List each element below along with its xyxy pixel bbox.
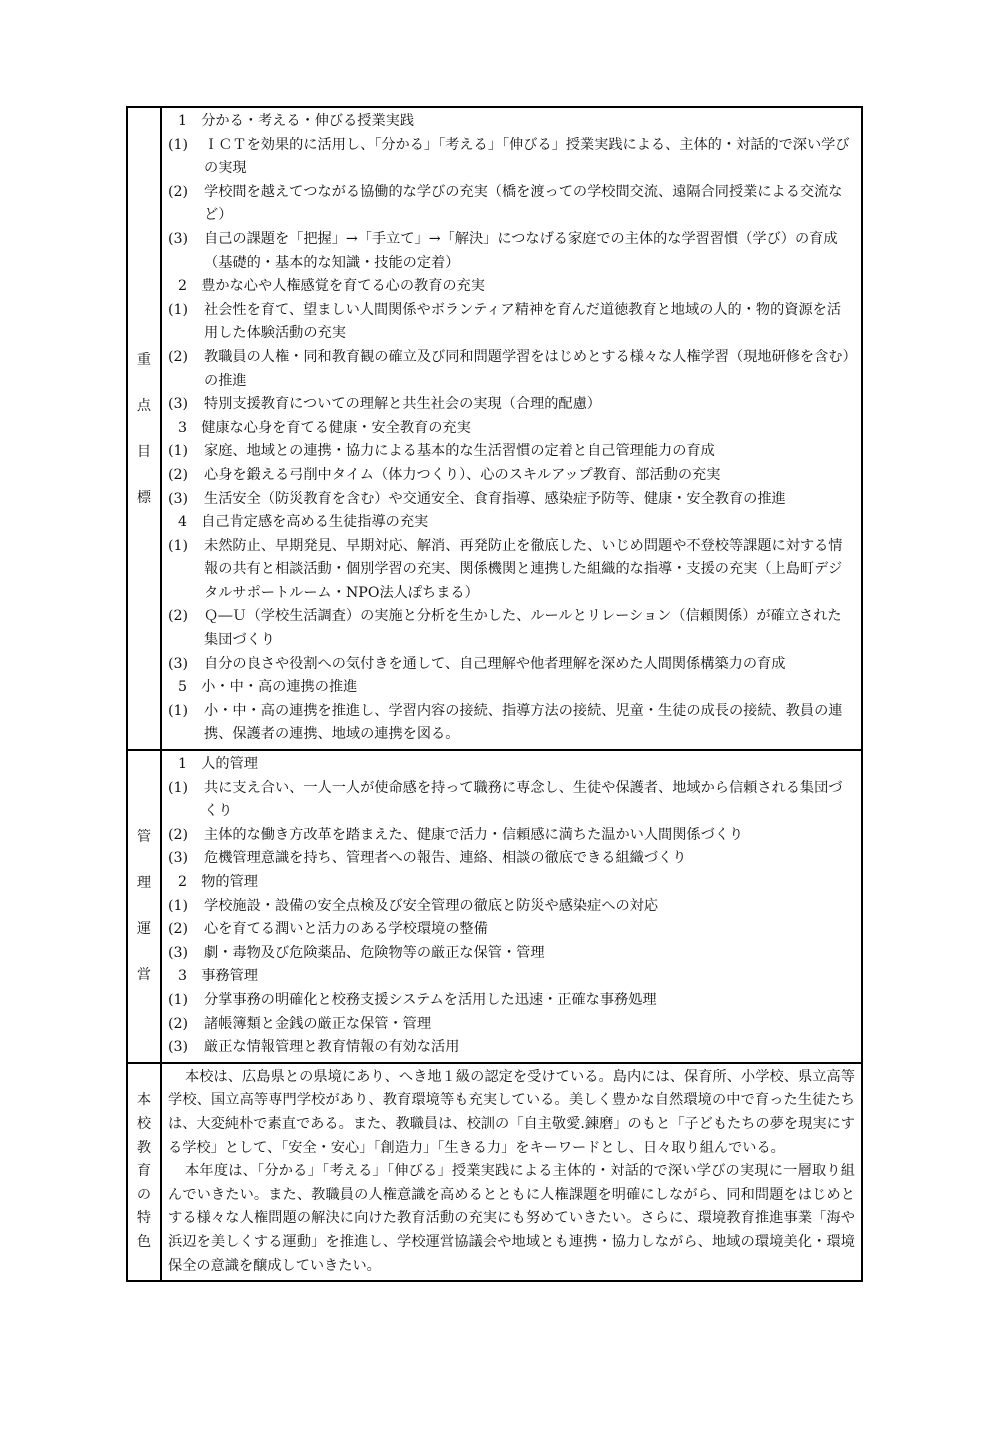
content-school-features [161,1063,862,1281]
item-number: (2) [168,466,189,483]
list-item [168,989,855,1013]
item-text: 学校施設・設備の安全点検及び安全管理の徹底と防災や感染症への対応 [204,897,659,914]
item-number: (3) [168,1039,189,1056]
list-item [168,299,855,346]
label-char: 標 [136,489,152,506]
list-item [168,605,855,652]
item-number: (2) [168,348,189,365]
item-number: (2) [168,921,189,938]
item-number: (1) [168,537,189,554]
item-text: 劇・毒物及び危険薬品、危険物等の厳正な保管・管理 [204,944,545,961]
item-number: (1) [168,443,189,460]
list-item [168,535,855,606]
item-text: 未然防止、早期発見、早期対応、解消、再発防止を徹底した、いじめ問題や不登校等課題に対する情報の共有と相談活動・個別学習の充実、関係機関と連携した組織的な指導・支援の充実（上島町デジタルサポートルーム・NPO法人ぽちまる） [204,537,843,601]
item-number: (1) [168,702,189,719]
list-item [168,134,855,181]
list-item [168,488,855,512]
label-char: 育 [136,1163,152,1180]
item-text: 心を育てる潤いと活力のある学校環境の整備 [204,921,488,938]
item-text: 特別支援教育についての理解と共生社会の実現（合理的配慮） [204,396,601,413]
item-number: (3) [168,490,189,507]
section-heading: 3 健康な心身を育てる健康・安全教育の充実 [178,419,471,436]
list-item [168,918,855,942]
item-number: (2) [168,608,189,625]
list-item [168,1036,855,1060]
label-management [127,750,161,1063]
list-item [168,228,855,275]
list-item [168,942,855,966]
section-heading: 2 豊かな心や人権感覚を育てる心の教育の充実 [178,278,485,295]
section-heading: 4 自己肯定感を高める生徒指導の充実 [178,514,429,531]
label-char: 色 [136,1233,152,1250]
paragraph: 本校は、広島県との県境にあり、へき地１級の認定を受けている。島内には、保育所、小学校、県立高等学校、国立高等専門学校があり、教育環境等も充実している。美しく豊かな自然環境の中で育った生徒たちは、大変純朴で素直である。また、教職員は、校訓の「自主敬愛.錬磨」のもと「子どもたちの夢を現実にする学校」として、「安全・安心」「創造力」「生きる力」をキーワードとし、日々取り組んでいる。 [168,1068,855,1156]
item-text: 心身を鍛える弓削中タイム（体力つくり）、心のスキルアップ教育、部活動の充実 [204,466,721,483]
item-number: (2) [168,183,189,200]
list-item [168,653,855,677]
item-number: (1) [168,301,189,318]
label-char: 理 [136,875,152,892]
item-number: (3) [168,396,189,413]
row-school-features [127,1063,862,1281]
label-char: の [136,1186,152,1203]
section-heading: 1 分かる・考える・伸びる授業実践 [178,113,415,129]
item-text: 分掌事務の明確化と校務支援システムを活用した迅速・正確な事務処理 [204,991,657,1008]
item-number: (1) [168,991,189,1008]
list-item [168,393,855,417]
item-text: 自己の課題を「把握」→「手立て」→「解決」につなげる家庭での主体的な学習習慣（学び）の育成（基礎的・基本的な知識・技能の定着） [204,230,838,271]
label-char: 校 [136,1115,152,1132]
item-text: 厳正な情報管理と教育情報の有効な活用 [204,1039,460,1056]
label-char: 重 [136,351,152,368]
item-number: (3) [168,944,189,961]
list-item [168,847,855,871]
content-priority-goals [161,107,862,750]
item-text: 主体的な働き方改革を踏まえた、健康で活力・信頼感に満ちた温かい人間関係づくり [204,826,744,843]
label-char: 管 [136,829,152,846]
label-school-features [127,1063,161,1281]
item-number: (3) [168,655,189,672]
label-char: 特 [136,1210,152,1227]
label-char: 営 [136,967,152,984]
item-text: 諸帳簿類と金銭の厳正な保管・管理 [204,1015,432,1032]
label-priority-goals [127,107,161,750]
row-management [127,750,862,1063]
section-heading: 5 小・中・高の連携の推進 [178,679,358,696]
list-item [168,777,855,824]
list-item [168,895,855,919]
list-item [168,464,855,488]
label-char: 運 [136,921,152,938]
item-text: 小・中・高の連携を推進し、学習内容の接続、指導方法の接続、児童・生徒の成長の接続、教員の連携、保護者の連携、地域の連携を図る。 [204,702,843,743]
item-text: 生活安全（防災教育を含む）や交通安全、食育指導、感染症予防等、健康・安全教育の推進 [204,490,786,507]
item-number: (2) [168,1015,189,1032]
item-text: 社会性を育て、望ましい人間関係やボランティア精神を育んだ道徳教育と地域の人的・物的資源を活用した体験活動の充実 [204,301,842,342]
item-number: (1) [168,779,189,796]
label-char: 本 [136,1092,152,1109]
item-number: (2) [168,826,189,843]
list-item [168,700,855,747]
list-item [168,181,855,228]
section-heading: 1 人的管理 [178,756,258,773]
item-number: (3) [168,230,189,247]
school-plan-table [126,106,863,1282]
item-number: (1) [168,897,189,914]
item-text: 共に支え合い、一人一人が使命感を持って職務に専念し、生徒や保護者、地域から信頼される集団づくり [204,779,843,820]
item-text: 自分の良さや役割への気付きを通して、自己理解や他者理解を深めた人間関係構築力の育成 [204,655,786,672]
label-char: 点 [136,397,152,414]
item-number: (1) [168,136,189,153]
item-text: 危機管理意識を持ち、管理者への報告、連絡、相談の徹底できる組織づくり [204,850,687,867]
item-text: Ｑ―Ｕ（学校生活調査）の実施と分析を生かした、ルールとリレーション（信頼関係）が確立された集団づくり [204,608,842,649]
list-item [168,440,855,464]
item-text: 家庭、地域との連携・協力による基本的な生活習慣の定着と自己管理能力の育成 [204,443,715,460]
paragraph: 本年度は、「分かる」「考える」「伸びる」授業実践による主体的・対話的で深い学びの実現に一層取り組んでいきたい。また、教職員の人権意識を高めるとともに人権課題を明確にしながら、同和問題をはじめとする様々な人権問題の解決に向けた教育活動の充実にも努めていきたい。さらに、環境教育推進事業「海や浜辺を美しくする運動」を推進し、学校運営協議会や地域とも連携・協力しながら、地域の環境美化・環境保全の意識を醸成していきたい。 [168,1163,855,1274]
label-char: 教 [136,1139,152,1156]
list-item [168,1013,855,1037]
label-char: 目 [136,443,152,460]
list-item [168,346,855,393]
item-text: ＩＣＴを効果的に活用し、「分かる」「考える」「伸びる」授業実践による、主体的・対話的で深い学びの実現 [204,136,850,177]
list-item [168,824,855,848]
item-number: (3) [168,850,189,867]
row-priority-goals [127,107,862,750]
section-heading: 3 事務管理 [178,968,258,985]
item-text: 学校間を越えてつながる協働的な学びの充実（橋を渡っての学校間交流、遠隔合同授業による交流など） [204,183,843,224]
content-management [161,750,862,1063]
item-text: 教職員の人権・同和教育観の確立及び同和問題学習をはじめとする様々な人権学習（現地研修を含む）の推進 [204,348,850,389]
section-heading: 2 物的管理 [178,874,258,890]
